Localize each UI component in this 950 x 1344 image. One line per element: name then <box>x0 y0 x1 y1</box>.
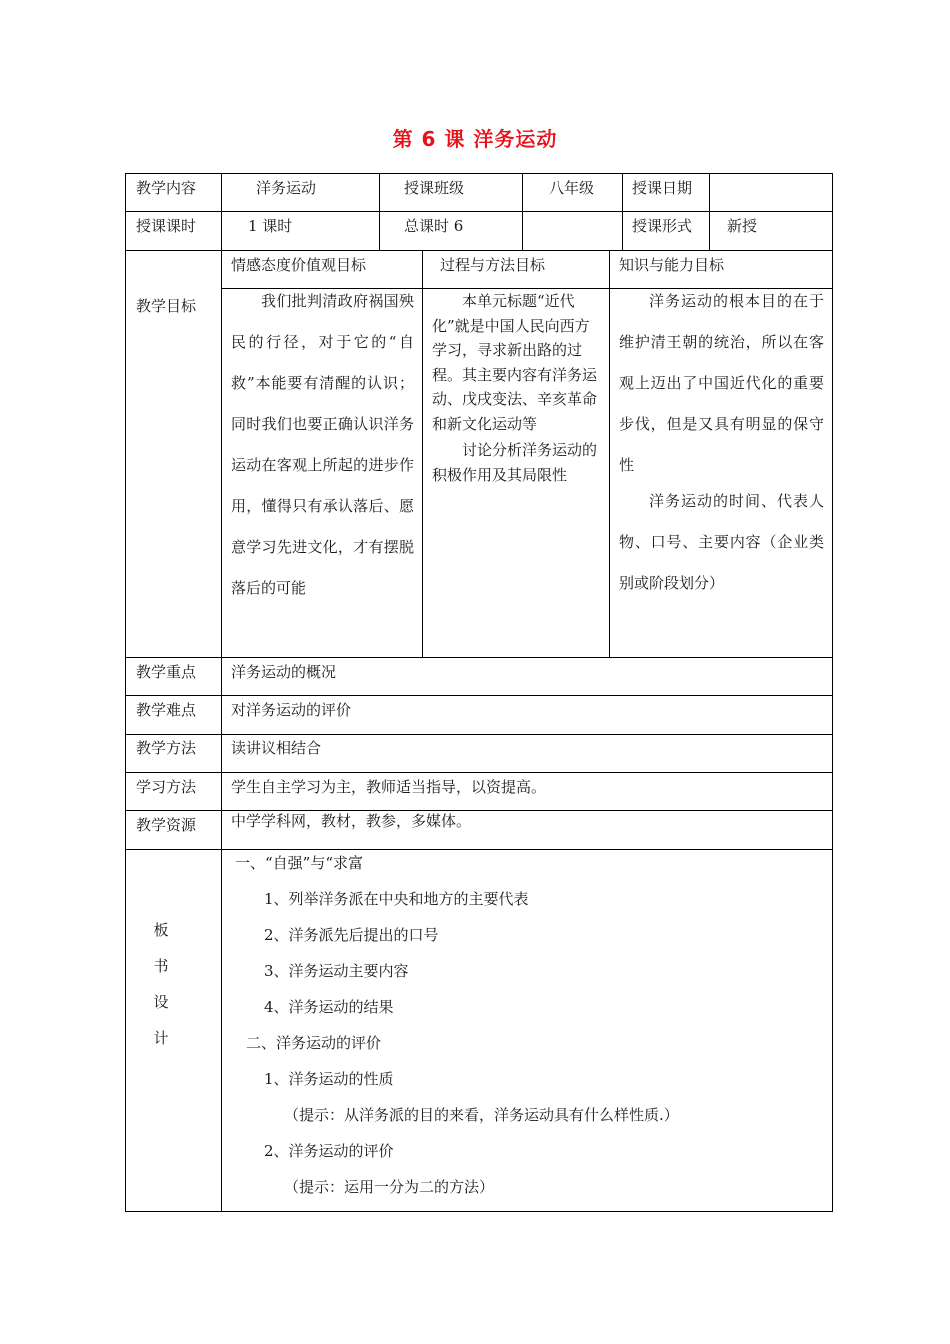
board-line-5: 4、洋务运动的结果 <box>264 998 394 1016</box>
board-line-9: 2、洋务运动的评价 <box>264 1142 394 1160</box>
teaching-method-value: 读讲议相结合 <box>231 739 322 757</box>
goal-process-text-1: 本单元标题“近代化”就是中国人民向西方学习，寻求新出路的过程。其主要内容有洋务运动、戊戌变法、辛亥革命和新文化运动等 <box>432 292 598 433</box>
board-label-char: 板 <box>153 921 169 939</box>
goal-knowledge-block <box>619 281 824 604</box>
goal-knowledge-text-1: 洋务运动的根本目的在于维护清王朝的统治，所以在客观上迈出了中国近代化的重要步伐，但是又具有明显的保守性 <box>619 292 824 474</box>
goal-emotion-text: 我们批判清政府祸国殃民的行径，对于它的“自救”本能要有清醒的认识；同时我们也要正确认识洋务运动在客观上所起的进步作用，懂得只有承认落后、愿意学习先进文化，才有摆脱落后的可能 <box>231 292 414 597</box>
label-teaching-method: 教学方法 <box>136 739 197 757</box>
teaching-form-value: 新授 <box>727 217 758 235</box>
learning-method-value: 学生自主学习为主，教师适当指导，以资提高。 <box>231 778 547 796</box>
label-class-hours: 授课课时 <box>136 217 197 235</box>
board-line-8: （提示：从洋务派的目的来看，洋务运动具有什么样性质.） <box>284 1106 679 1124</box>
board-label-char: 书 <box>153 957 169 975</box>
goal-process-block <box>432 289 602 487</box>
label-date: 授课日期 <box>632 179 693 197</box>
total-hours: 总课时 6 <box>404 217 464 235</box>
label-difficulty: 教学难点 <box>136 701 197 719</box>
page-title: 第 6 课 洋务运动 <box>392 127 558 151</box>
goal-knowledge-text-2: 洋务运动的时间、代表人物、口号、主要内容（企业类别或阶段划分） <box>619 492 824 592</box>
board-label-char: 设 <box>153 993 169 1011</box>
label-teaching-content: 教学内容 <box>136 179 197 197</box>
lesson-plan-table <box>125 173 833 1212</box>
key-point-value: 洋务运动的概况 <box>231 663 337 681</box>
class-value: 八年级 <box>549 179 595 197</box>
board-line-6: 二、洋务运动的评价 <box>246 1034 382 1052</box>
difficulty-value: 对洋务运动的评价 <box>231 701 352 719</box>
resources-value: 中学学科网，教材，教参，多媒体。 <box>231 812 472 830</box>
teaching-content-value: 洋务运动 <box>256 179 317 197</box>
label-class: 授课班级 <box>404 179 465 197</box>
board-line-4: 3、洋务运动主要内容 <box>264 962 409 980</box>
label-teaching-goals: 教学目标 <box>136 297 197 315</box>
label-resources: 教学资源 <box>136 816 197 834</box>
board-line-2: 1、列举洋务派在中央和地方的主要代表 <box>264 890 529 908</box>
board-line-3: 2、洋务派先后提出的口号 <box>264 926 439 944</box>
board-line-1: 一、“自强”与“求富 <box>235 854 364 872</box>
board-line-7: 1、洋务运动的性质 <box>264 1070 394 1088</box>
label-learning-method: 学习方法 <box>136 778 197 796</box>
board-label-char: 计 <box>153 1029 169 1047</box>
goal-process-text-2: 讨论分析洋务运动的积极作用及其局限性 <box>432 441 598 484</box>
goal-header-knowledge: 知识与能力目标 <box>619 256 725 274</box>
board-design-label <box>151 912 171 1056</box>
label-key-point: 教学重点 <box>136 663 197 681</box>
class-hours-value: 1 课时 <box>248 217 293 235</box>
board-line-10: （提示：运用一分为二的方法） <box>284 1178 495 1196</box>
label-teaching-form: 授课形式 <box>632 217 693 235</box>
goal-header-process: 过程与方法目标 <box>440 256 546 274</box>
goal-header-emotion: 情感态度价值观目标 <box>231 256 367 274</box>
